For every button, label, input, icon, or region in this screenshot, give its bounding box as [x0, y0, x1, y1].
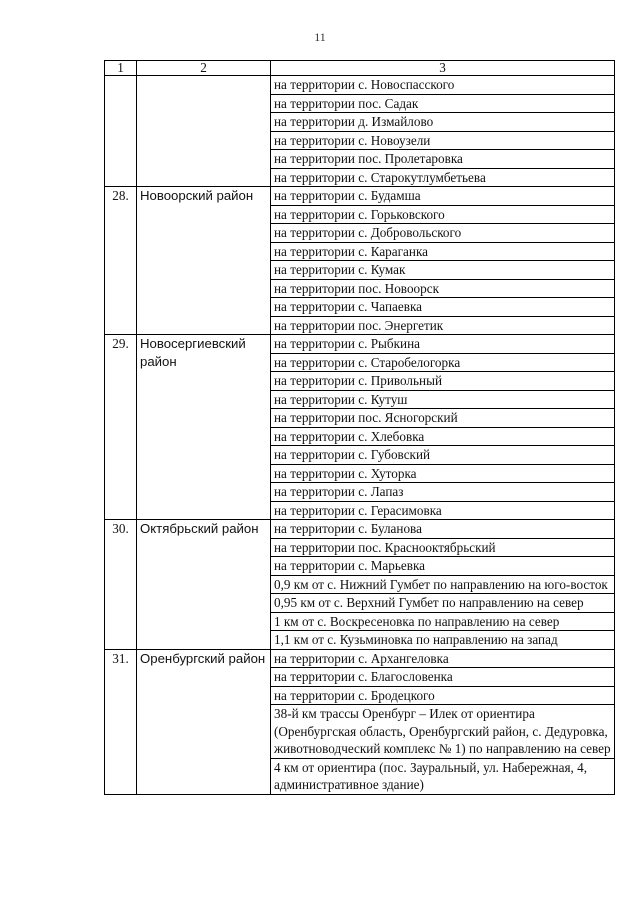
number-cell: 28. — [105, 187, 137, 335]
place-cell: на территории пос. Новоорск — [271, 279, 615, 298]
place-cell: на территории с. Рыбкина — [271, 335, 615, 354]
place-cell: на территории с. Привольный — [271, 372, 615, 391]
place-cell: на территории пос. Садак — [271, 94, 615, 113]
place-cell: на территории с. Горьковского — [271, 205, 615, 224]
table-row — [105, 335, 615, 354]
table-header-row — [105, 61, 615, 76]
header-col-1: 1 — [105, 61, 137, 76]
place-cell: на территории с. Хлебовка — [271, 427, 615, 446]
place-cell: 38-й км трассы Оренбург – Илек от ориентира (Оренбургская область, Оренбургский район, с. Дедуровка, животноводческий комплекс № 1) по направлению на север — [271, 705, 615, 759]
table-row — [105, 76, 615, 95]
table-row — [105, 520, 615, 539]
number-cell: 29. — [105, 335, 137, 520]
page-number: 11 — [314, 30, 326, 44]
header-col-3: 3 — [271, 61, 615, 76]
district-cell: Новосергиевский район — [137, 335, 271, 520]
header-col-2: 2 — [137, 61, 271, 76]
place-cell: на территории с. Добровольского — [271, 224, 615, 243]
place-cell: на территории с. Будамша — [271, 187, 615, 206]
place-cell: на территории с. Благословенка — [271, 668, 615, 687]
place-cell: на территории с. Кутуш — [271, 390, 615, 409]
place-cell: 0,9 км от с. Нижний Гумбет по направлению на юго-восток — [271, 575, 615, 594]
place-cell: на территории с. Новоузели — [271, 131, 615, 150]
place-cell: на территории с. Кумак — [271, 261, 615, 280]
place-cell: на территории с. Буланова — [271, 520, 615, 539]
place-cell: на территории с. Хуторка — [271, 464, 615, 483]
place-cell: на территории с. Марьевка — [271, 557, 615, 576]
place-cell: на территории с. Чапаевка — [271, 298, 615, 317]
place-cell: на территории с. Губовский — [271, 446, 615, 465]
place-cell: на территории пос. Краснооктябрьский — [271, 538, 615, 557]
place-cell: на территории с. Караганка — [271, 242, 615, 261]
district-cell: Оренбургский район — [137, 649, 271, 794]
number-cell: 30. — [105, 520, 137, 650]
place-cell: на территории с. Старокутлумбетьева — [271, 168, 615, 187]
place-cell: 1 км от с. Воскресеновка по направлению на север — [271, 612, 615, 631]
place-cell: на территории с. Бродецкого — [271, 686, 615, 705]
place-cell: на территории д. Измайлово — [271, 113, 615, 132]
district-cell: Новоорский район — [137, 187, 271, 335]
place-cell: на территории с. Новоспасского — [271, 76, 615, 95]
place-cell: 1,1 км от с. Кузьминовка по направлению на запад — [271, 631, 615, 650]
number-cell: 31. — [105, 649, 137, 794]
table-row — [105, 187, 615, 206]
place-cell: 4 км от ориентира (пос. Зауральный, ул. Набережная, 4, административное здание) — [271, 758, 615, 794]
number-cell — [105, 76, 137, 187]
place-cell: на территории с. Лапаз — [271, 483, 615, 502]
place-cell: на территории пос. Энергетик — [271, 316, 615, 335]
place-cell: на территории пос. Ясногорский — [271, 409, 615, 428]
place-cell: на территории с. Герасимовка — [271, 501, 615, 520]
district-cell — [137, 76, 271, 187]
district-cell: Октябрьский район — [137, 520, 271, 650]
place-cell: на территории с. Архангеловка — [271, 649, 615, 668]
place-cell: на территории пос. Пролетаровка — [271, 150, 615, 169]
place-cell: на территории с. Старобелогорка — [271, 353, 615, 372]
table-row — [105, 649, 615, 668]
settlements-table — [104, 60, 615, 795]
place-cell: 0,95 км от с. Верхний Гумбет по направлению на север — [271, 594, 615, 613]
